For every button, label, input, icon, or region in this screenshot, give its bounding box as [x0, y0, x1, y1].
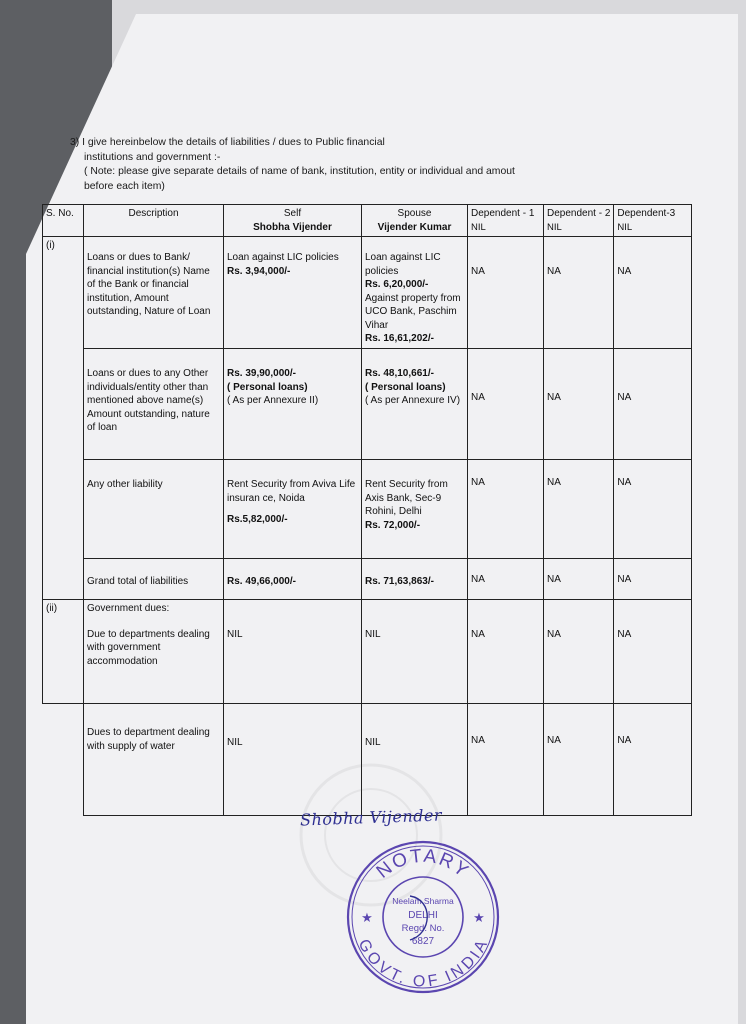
dep2-value: NA	[547, 735, 561, 746]
row-sno-ii: (ii)	[43, 600, 84, 704]
row-description	[84, 600, 224, 704]
spouse-property-loan-text: Against property from UCO Bank, Paschim Vihar	[365, 292, 461, 331]
row-dep2	[544, 460, 614, 559]
row-dep1	[468, 559, 544, 600]
self-other-loan-type: ( Personal loans)	[227, 381, 308, 393]
dep3-value: NA	[617, 735, 632, 746]
header-dependent-2-value: NIL	[547, 221, 562, 233]
spouse-bank-loan-text: Loan against LIC policies	[365, 252, 441, 277]
dep3-value: NA	[617, 392, 632, 403]
stamp-city: DELHI	[408, 910, 438, 921]
header-dependent-2-label: Dependent - 2	[547, 208, 611, 219]
row-dep3	[614, 559, 692, 600]
row-spouse	[362, 349, 468, 460]
water-dues-description: Dues to department dealing with supply of water	[87, 727, 210, 752]
spouse-rent-security-amount: Rs. 72,000/-	[365, 519, 421, 531]
header-dependent-2	[544, 205, 614, 237]
spouse-value: NIL	[365, 737, 381, 748]
heading-line-4: before each item)	[84, 180, 165, 192]
header-self-name: Shobha Vijender	[253, 221, 332, 233]
dep1-value: NA	[471, 574, 485, 585]
row-self	[224, 460, 362, 559]
header-dependent-3	[614, 205, 692, 237]
row-dep1	[468, 237, 544, 349]
self-other-loan-amount: Rs. 39,90,000/-	[227, 368, 296, 379]
dep3-value: NA	[617, 477, 632, 488]
spouse-value: NIL	[365, 629, 381, 640]
self-value: NIL	[227, 737, 243, 748]
other-loans-description: Loans or dues to any Other individuals/entity other than mentioned above name(s) Amount outstanding, nature of loan	[87, 368, 210, 433]
table-row	[43, 237, 692, 349]
spouse-property-loan-amount: Rs. 16,61,202/-	[365, 333, 434, 344]
accommodation-dues-description: Due to departments dealing with government accommodation	[87, 628, 210, 667]
row-spouse	[362, 559, 468, 600]
dep1-value: NA	[471, 392, 485, 403]
dep2-value: NA	[547, 477, 561, 488]
header-row	[43, 205, 692, 237]
stamp-star-left-icon: ★	[361, 910, 373, 925]
other-liability-description: Any other liability	[87, 479, 163, 490]
row-dep2	[544, 559, 614, 600]
header-dependent-3-label: Dependent-3	[617, 208, 676, 219]
table-row	[43, 600, 692, 704]
stamp-reg-number: 6827	[411, 936, 435, 947]
dep1-value: NA	[471, 477, 485, 488]
row-description	[84, 237, 224, 349]
row-self	[224, 600, 362, 704]
row-dep2	[544, 600, 614, 704]
row-description	[84, 460, 224, 559]
table-row	[43, 559, 692, 600]
table-row	[43, 349, 692, 460]
self-other-loan-note: ( As per Annexure II)	[227, 395, 319, 406]
row-description	[84, 349, 224, 460]
self-rent-security-amount: Rs.5,82,000/-	[227, 514, 288, 525]
header-spouse-label: Spouse	[397, 208, 432, 219]
header-spouse	[362, 205, 468, 237]
row-dep2	[544, 237, 614, 349]
row-dep3	[614, 237, 692, 349]
row-dep2	[544, 704, 614, 816]
government-dues-title: Government dues:	[87, 603, 170, 614]
heading-line-2: institutions and government :-	[84, 151, 221, 163]
dep1-value: NA	[471, 735, 485, 746]
stamp-top-text: NOTARY	[372, 845, 474, 883]
row-dep3	[614, 460, 692, 559]
spouse-other-loan-amount: Rs. 48,10,661/-	[365, 368, 434, 379]
stamp-star-right-icon: ★	[473, 910, 485, 925]
spouse-rent-security-text: Rent Security from Axis Bank, Sec-9 Rohini, Delhi	[365, 479, 448, 517]
self-bank-loan-text: Loan against LIC policies	[227, 252, 339, 263]
table-row	[43, 460, 692, 559]
row-sno-i: (i)	[43, 237, 84, 600]
spouse-other-loan-type: ( Personal loans)	[365, 381, 446, 393]
header-dependent-1-value: NIL	[471, 221, 486, 233]
row-dep1	[468, 704, 544, 816]
dep3-value: NA	[617, 266, 632, 277]
dep3-value: NA	[617, 574, 632, 585]
header-self-label: Self	[283, 208, 302, 219]
header-spouse-name: Vijender Kumar	[377, 221, 452, 233]
dep2-value: NA	[547, 392, 561, 403]
dep1-value: NA	[471, 629, 485, 640]
row-self	[224, 559, 362, 600]
handwritten-signature: Shobha Vijender	[299, 805, 443, 830]
dep1-value: NA	[471, 266, 485, 277]
spouse-bank-loan-amount: Rs. 6,20,000/-	[365, 279, 429, 290]
row-description	[84, 704, 224, 816]
self-grand-total: Rs. 49,66,000/-	[227, 576, 296, 587]
row-dep2	[544, 349, 614, 460]
row-description	[84, 559, 224, 600]
header-sno: S. No.	[43, 205, 84, 237]
header-self	[224, 205, 362, 237]
self-bank-loan-amount: Rs. 3,94,000/-	[227, 265, 291, 277]
dep3-value: NA	[617, 629, 632, 640]
grand-total-label: Grand total of liabilities	[87, 576, 189, 587]
self-rent-security-text: Rent Security from Aviva Life insuran ce, Noida	[227, 479, 356, 504]
row-spouse	[362, 237, 468, 349]
row-self	[224, 237, 362, 349]
spouse-grand-total: Rs. 71,63,863/-	[365, 576, 434, 587]
dep2-value: NA	[547, 266, 561, 277]
heading-line-3: ( Note: please give separate details of name of bank, institution, entity or individual and amout	[84, 166, 515, 177]
stamp-name: Neelam Sharma	[392, 896, 454, 906]
header-dependent-1	[468, 205, 544, 237]
dep2-value: NA	[547, 574, 561, 585]
header-description: Description	[84, 205, 224, 237]
row-spouse	[362, 460, 468, 559]
row-dep3	[614, 600, 692, 704]
section-heading	[70, 136, 590, 194]
spouse-other-loan-note: ( As per Annexure IV)	[365, 395, 461, 406]
row-sno-empty	[43, 704, 84, 816]
stamp-reg-label: Regd. No.	[401, 923, 445, 934]
row-self	[224, 349, 362, 460]
bank-loans-description: Loans or dues to Bank/ financial institution(s) Name of the Bank or financial institution, Amount outstanding, Nature of Loan	[87, 252, 211, 317]
row-dep3	[614, 704, 692, 816]
row-dep1	[468, 600, 544, 704]
header-dependent-3-value: NIL	[617, 221, 633, 233]
row-dep3	[614, 349, 692, 460]
self-value: NIL	[227, 629, 243, 640]
row-dep1	[468, 349, 544, 460]
header-dependent-1-label: Dependent - 1	[471, 208, 535, 219]
liabilities-table	[42, 204, 692, 816]
row-spouse	[362, 600, 468, 704]
stamp-bottom-text: GOVT. OF INDIA	[354, 936, 492, 991]
notary-stamp	[344, 838, 502, 996]
row-dep1	[468, 460, 544, 559]
dep2-value: NA	[547, 629, 561, 640]
heading-line-1: 3) I give hereinbelow the details of liabilities / dues to Public financial	[70, 137, 385, 148]
